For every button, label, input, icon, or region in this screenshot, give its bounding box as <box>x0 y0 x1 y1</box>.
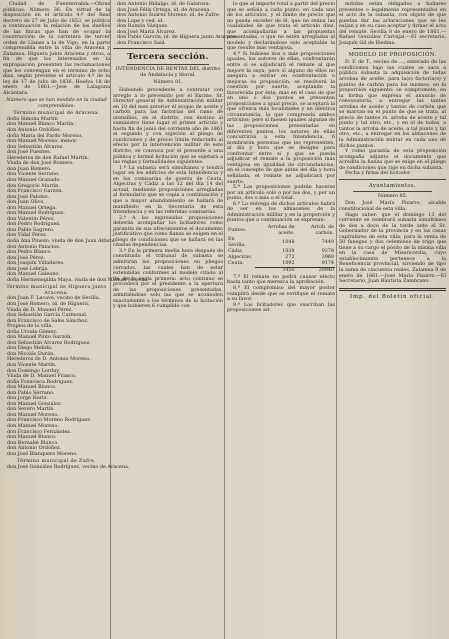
owner-name: don Valentín Pérez. <box>7 215 55 222</box>
owner-name: don Manuel Moreno, menor. <box>7 138 78 145</box>
owner-name: don Manuel Ortega. <box>7 204 57 211</box>
paragraph: Fecha y firma del licitador. <box>345 170 412 177</box>
paragraph: 3.ª En la primera media hora después de constituido el tribunal de subasta se admitirán las proposiciones en pliegos cerrados, las cuales han de estar extendidas conformes al modelo citado al fin de la regla primera: acto continuo se procederá por el presidente a la apertura de las proposiciones presentadas, admitiéndose solo las que se acomoden exactamente a los términos de la licitación y que hubieren 6 cumplido con <box>113 247 223 310</box>
table-header: Arrobas de aceite. <box>267 224 295 236</box>
subheading: MODELO DE PROPOSICIÓN. <box>348 52 437 59</box>
owner-name: don José Romero, id. de Higuera. <box>7 300 90 307</box>
paragraph: 8.ª El compromiso del mayor postor cumplirá desde que se verifique el remate a su favor. <box>227 284 335 303</box>
printer-imprint: Imp. del Boletín oficial. <box>349 293 436 300</box>
owner-name: don José Pérez. <box>7 254 45 261</box>
separator-rule <box>353 191 432 192</box>
table-cell: 3969 <box>321 254 334 260</box>
owner-name: don Juan Romero. <box>7 165 52 172</box>
owner-name: don Juan F. Lacave, vecino de Sevilla. <box>7 295 101 302</box>
owner-name: don Manuel González. <box>7 400 63 407</box>
notice-body <box>339 2 446 46</box>
separator-rule <box>353 48 432 49</box>
owner-name: don Ramón Vázquez. <box>117 23 169 30</box>
column-divider <box>224 0 225 639</box>
owner-name: don Severo Martín. <box>7 406 56 413</box>
table-cell: 272 <box>285 254 295 260</box>
owner-name: don Manuel Granado. <box>7 176 61 183</box>
owner-name: don Juan Olivo. <box>7 199 45 206</box>
paragraph: 7.ª El remate no podrá causar efecto hasta tanto que merezca la aprobación. <box>227 273 335 286</box>
owner-name: don Pablo Serrano. <box>7 389 55 396</box>
owner-name: Propios de la villa. <box>7 323 53 330</box>
notice-number: Número 81. <box>153 79 183 86</box>
owner-name: don Francisco Moreno Rodríguez. <box>7 417 92 424</box>
notice-caption: Número que se han medido en la ciudad comprendidas: <box>6 97 107 109</box>
section-heading: Ayuntamientos. <box>368 182 417 189</box>
table-cell: Algeciras. <box>228 254 253 260</box>
table-cell: Cádiz. <box>228 248 244 254</box>
owner-name: don José Palomo. <box>7 193 50 200</box>
owner-name: don Domingo Lorduy. <box>7 367 61 374</box>
owner-name: don Sebastián Alvarez Rodríguez. <box>7 339 91 346</box>
owner-name: don Vicente Serrano. <box>7 171 60 178</box>
owner-name: doña Francisca Rodríguez. <box>7 378 74 385</box>
paragraph: mitidas están obligados a hallarse presentes o legalmente representados en el acto de la subasta, con objeto de que puedan dar las aclaraciones que se les exijan y en su caso aceptar y firmar el acta del remate. Sevilla 8 de enero de 1861.—Rafael González Carvajal.—El secretario, Joaquín Gil de Biedma. <box>339 1 446 46</box>
owner-name: don Manuel Blanco. <box>7 384 57 391</box>
owner-name: Viuda de D. Manuel Franco. <box>7 373 77 380</box>
public-works-notice: Ciudad de Fuenterrabía.—Obras públicas. Número 36. En virtud de la disposición en el artículo 4.º del Real decreto de 27 de Julio de 1853, se publica a continuación la relación de los dueños de las fincas que han de ocupar la construcción de la carretera de tercer orden de Llanes a la de Vigo, en la parte comprendida entre la villa de Aracena y Zalamea. Higuera junto Aracena y otros, a fin de que los interesados en la expropiación presenten las reclamaciones que les convengan en el término de ocho días, según previene el artículo 4.º de la ley de 17 de julio de 1836. Huelva 18 de enero de 1861.—José de Lalaguna Alcántara. <box>3 1 110 96</box>
owner-name: don Antonio Ordóñez. <box>7 127 62 134</box>
paragraph: 4.ª Si hubiese dos o más proposiciones iguales, los autores de ellas, confrontarán entre sí se adjudicará el remate al que mejore la suya; pero si alguno de ellos no asegura a entrar en confrontación o mejoras su proposición, se resolverá la cuestión por suerte, aceptando la favorecida por ésta; mas en el caso de que en uno o dos puntos se presenten proposiciones a igual precio, se aceptará la que ofrezca más localidades y en idéntica circunstancia, la que comprenda ambos artículos; pero si fuesen iguales algunas de las proposiciones presentadas en diferentes puntos, los autores de ellas concurrirán a esta Intendencia, 6 nombrarán personas que les representen, al día y hora que se designe para confrontar entre sí y que se pueda adjudicar el remate a la proposición más ventajosa en igualdad de circunstancias; en el concepto de que antes del día y hora señalada, el remate se adjudicará por suerte. <box>227 50 335 185</box>
owner-list <box>113 1 238 46</box>
owner-name: don Manuel Pinto Garzón. <box>7 334 72 341</box>
paragraph: 2.ª A las expresadas proposiciones deberán acompañar los licitadores como garantía de sus ofrecimientos el documento justificativo que como fianza se exigen en el pliego de condiciones que se hallará en las citadas dependencias. <box>113 214 223 249</box>
separator-rule <box>339 288 446 291</box>
delivery-table <box>227 225 335 274</box>
owner-name: doña María del Pardo Moreno. <box>7 132 83 139</box>
owner-name: don José María Alvarez. <box>117 28 177 35</box>
table-cell: Ceuta. <box>228 261 244 267</box>
notice-body <box>339 201 446 284</box>
separator-rule <box>127 64 209 65</box>
notice-body <box>227 275 335 314</box>
owner-name: don Diego Melida. <box>7 345 53 352</box>
owner-name: don Manuel Blanco. <box>7 434 57 441</box>
section-title: Término municipal de Higuera junto Aracena. <box>6 284 107 296</box>
owner-name: don Lope y ced. id. <box>117 17 164 24</box>
owner-name: doña Ursula Gómez. <box>7 328 58 335</box>
paragraph: lo que al importe total a partir del precio que se señala a cada punto, en cada uno de los artículos, y el límite de precio que no pueda exceder de él, que no reúna las cualidades de que trata el artículo diez, que acompañarán a las propuestas presentadas, o que no estén arregladas al modelo y declarándose solo aceptable la que resulte más ventajosa. <box>227 1 335 52</box>
paragraph: 9.ª Los licitadores que suscriban las proposiciones ad- <box>227 301 335 314</box>
owner-name: don Pedro Rodríguez. <box>7 221 61 228</box>
owner-name: don Manuel Galeano. <box>7 271 60 278</box>
owner-list <box>3 463 130 471</box>
owner-name: don Manuel Moreno. <box>7 411 59 418</box>
owner-name: doña Ana Pinedo, viuda de don Juan Alfaro. <box>7 237 115 244</box>
owner-name: don Gregorio Martín. <box>7 182 60 189</box>
owner-list <box>3 296 110 457</box>
owner-name: Herederos de don Rafael Martín. <box>7 154 90 161</box>
section-heading: Tercera sección. <box>127 52 209 63</box>
owner-name: don Bernabé Blanco. <box>7 439 59 446</box>
paragraph: 5.ª Las proposiciones podrán hacerse por un artículo solo o por los dos, y por un punto, dos o más o el total. <box>227 184 335 202</box>
owner-name: don Francisco Fernández. <box>7 428 72 435</box>
owner-name: don Antonio Suárez Moreno, id. de Zufre. <box>117 12 221 19</box>
notice-body <box>227 2 335 224</box>
model-proposal-body <box>339 60 446 176</box>
table-total: 29940 <box>296 267 335 274</box>
owner-name: don Sebastián Alvarez. <box>7 143 64 150</box>
column-3 <box>227 2 335 636</box>
owner-name: don Antonio Hidalgo, id. de Galaroza. <box>117 1 211 7</box>
owner-name: doña Simona Martín <box>7 115 58 122</box>
column-4 <box>339 2 446 636</box>
paragraph: Hago saber: que el domingo 13 del corriente se celebrará subasta simultánea de dos a doce de la tarde ante el Sr. Gobernador de la provincia y en las casas capitulares de esta villa, para la venta de 50 fanegas y dos celemines de trigo que tiene a su cargo el pósito de la misma villa en la casa de Misericordia, cuyo establecimiento pertenece a la Beneficencia provincial, sirviendo de tipo la suma de cincuenta reales. Zalamea 9 de enero de 1861.—José María Pizarro.—El Secretario, Juan Bautista Zambrano. <box>339 211 446 285</box>
table-cell: 1038 <box>282 248 295 254</box>
paragraph: Don José María Pizarro, alcalde constitucional de esta villa. <box>339 200 446 212</box>
owner-name: doña Hermenegilda Maya, viuda de don Manuel Moreno. <box>7 276 149 283</box>
table-header: Arrob. de carbón. <box>311 224 334 236</box>
owner-name: don Vidal Pérez. <box>7 232 48 239</box>
owner-name: don Francisco Saúl. <box>117 39 167 46</box>
column-divider <box>110 0 111 639</box>
separator-rule <box>339 179 446 180</box>
owner-name: don Joaquín Villadares. <box>7 260 65 267</box>
table-total: 3450 <box>255 267 296 274</box>
owner-name: don Antonio Palacios. <box>7 243 61 250</box>
table-cell: En Sevilla. <box>228 236 246 248</box>
owner-name: Viuda de D. Manuel Pérez. <box>7 306 73 313</box>
owner-name: don Pablo Garzón, id. de Higuera junto Aracena. <box>117 34 238 41</box>
table-row <box>227 237 335 249</box>
paragraph: 1.ª La subasta será simultánea y tendrá lugar en los edificios de esta Intendencia y en las comisarías de guerra de Ceuta, Algeciras y Cádiz a las 12 del día 14 del actual, mediante proposiciones arregladas al formulario que se copia a continuación y que a mayor abundamiento se hallará de manifiesto en la Secretaría de esta Intendencia y en las referidas comisarías. <box>113 164 223 216</box>
table-cell: 1092 <box>282 260 295 266</box>
owner-name: don Nicolás Durán. <box>7 350 55 357</box>
notice-number: Número 85. <box>377 192 408 199</box>
owner-name: don Vicente Martín. <box>7 362 57 368</box>
subheading: INTENDENCIA DE RENTAS DEL distrito de Andalucía y litoral. <box>115 66 221 78</box>
paragraph: Y como garantía de esta proposición acompaña adjunto el documento que acredita la fianza que se exige en el pliego de condiciones que rige en dicha subasta. <box>339 148 446 171</box>
table-cell: 9278 <box>321 248 334 254</box>
owner-name: don José Félix Ortega, id. de Aracena. <box>117 6 211 13</box>
owner-name: Viuda de don José Romero. <box>7 160 74 167</box>
owner-name: don Francisco de Sales Sánchez. <box>7 317 89 324</box>
section-title: Término municipal de Aracena. <box>13 110 100 117</box>
section-title: Término municipal de Zufre. <box>17 458 96 465</box>
owner-name: don José Fuentes. <box>7 149 52 156</box>
table-header: Puntos. <box>228 227 247 233</box>
owner-name: don Francisco Garzón. <box>7 188 64 195</box>
owner-name: don Pedro Blanco. <box>7 249 53 256</box>
owner-name: don José Lebrija. <box>7 265 49 272</box>
owner-name: Herederos de D. Antonio Moreno. <box>7 356 91 363</box>
table-cell: 7449 <box>321 239 334 245</box>
paragraph: D. F. de T., vecino de ..., enterado de las condiciones bajo las cuales se saca a pública subasta la adquisición de todas arrobas de aceite, para la(s) factoría(s) y puntos de carbón para los mismos, en la proporción siguiente: se compromete, en la forma que expresa el anuncio de convocatoria, a entregar las tantas arrobas de aceite y tantas de carbón que se marcan en el punto de que se trata, al precio de tantos rs. arroba de aceite y tal punto y tal otro, etc., y en el de todos, a tantos la arroba de aceite, a tal punto y tal otro, etc., a entregar en los almacenes de la Administración militar en cada uno de dichos puntos. <box>339 59 446 149</box>
owner-name: don Sebastián García Carmonal. <box>7 312 88 319</box>
paragraph: 6.ª La entrega de dichos artículos habrá de ser en los almacenes de la Administración militar y en la proporción y puntos que a continuación se expresan: <box>227 200 335 224</box>
owner-name: don José Blanquero Moreno. <box>7 450 78 457</box>
owner-list <box>3 115 149 283</box>
owner-name: don Antonio Ordóñez. <box>7 445 62 452</box>
owner-name: don José González Rodríguez, vecino de Aracena. <box>7 463 130 470</box>
paragraph: Habiendo procedente a contratar con arreglo a lo prevenido por el Excmo. Sr. Director general de Administración militar en 10 del mes anterior el acopio de aceite y carbón para las factorías del ramo de utensilios, en el distrito, con destino al suministro tiene lugar el primer artículo y hasta fin de junio del corriente año de 1861 el segundo y con sujeción al pliego de condiciones y de precio límite redactado al efecto por la intervención militar de este distrito, se convoca por el presente a una pública y formal licitación que se sujetará a las reglas y formalidades siguientes. <box>113 87 223 166</box>
owner-name: don Manuel Blanco Martín. <box>7 121 75 128</box>
owner-name: don Jorge Hartz. <box>7 395 49 402</box>
owner-name: don Manuel Rodríguez. <box>7 210 65 217</box>
column-divider <box>336 0 337 639</box>
notice-body <box>113 88 223 310</box>
table-cell: 9174 <box>321 260 334 266</box>
owner-name: don Pablo Sagrero. <box>7 226 55 233</box>
table-cell: 1048 <box>282 239 295 245</box>
separator-rule <box>113 48 223 49</box>
owner-name: don Manuel Moreno. <box>7 423 59 430</box>
